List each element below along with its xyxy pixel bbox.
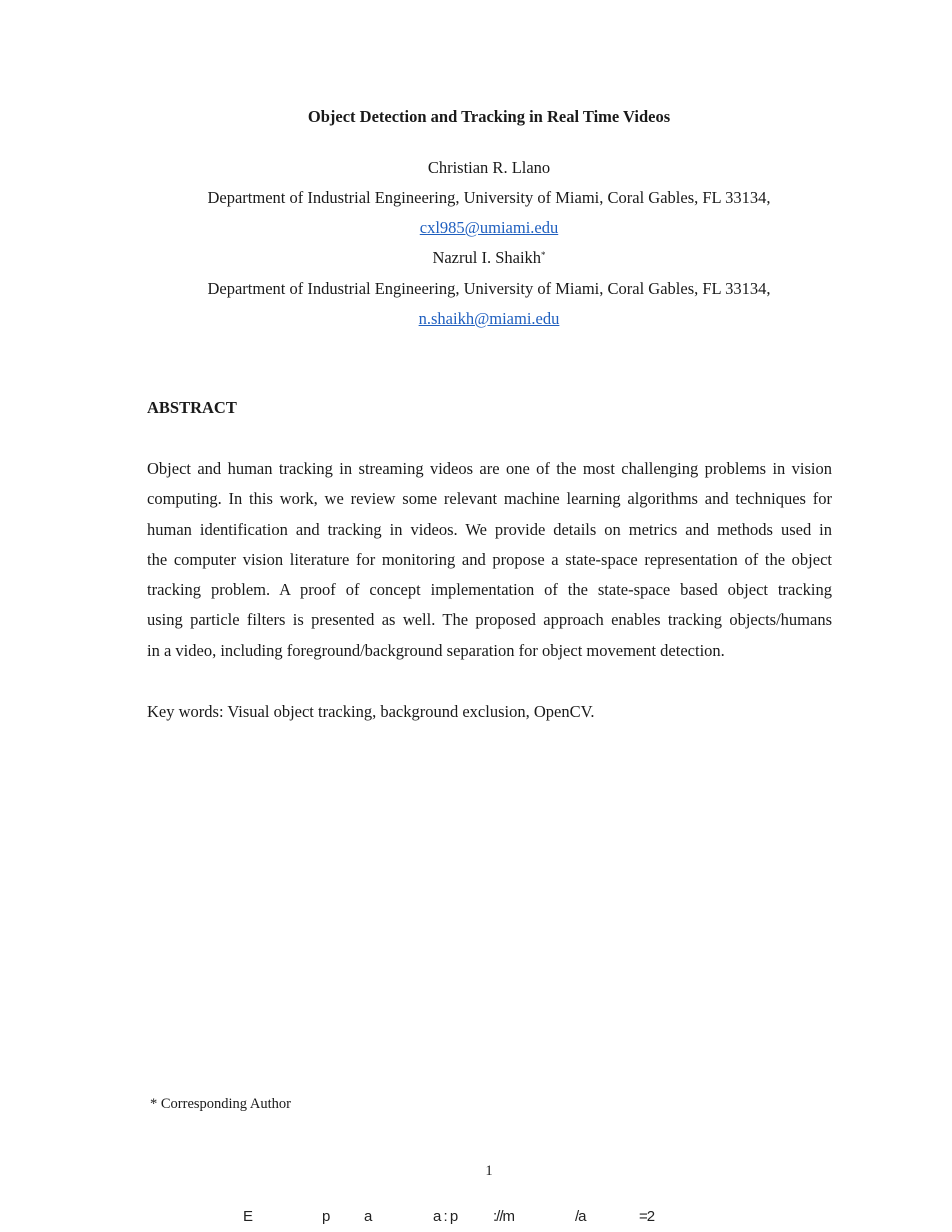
- page-number: 1: [485, 1163, 493, 1179]
- author-1-name: Christian R. Llano: [427, 158, 551, 177]
- abstract-line: Object and human tracking in streaming videos are one of the most challenging problems in vision: [147, 459, 832, 478]
- abstract-heading: ABSTRACT: [147, 398, 237, 417]
- footer-fragment: a : p: [433, 1208, 458, 1225]
- paper-title: Object Detection and Tracking in Real Time Videos: [307, 107, 671, 126]
- abstract-line: using particle filters is presented as well. The proposed approach enables tracking objects/humans: [147, 610, 832, 629]
- abstract-line: computing. In this work, we review some relevant machine learning algorithms and techniques for: [147, 489, 832, 508]
- footer-fragment: ://m: [493, 1208, 514, 1225]
- author-2-affiliation: Department of Industrial Engineering, University of Miami, Coral Gables, FL 33134,: [207, 279, 771, 298]
- corresponding-author-marker: *: [541, 250, 546, 260]
- abstract-line: human identification and tracking in videos. We provide details on metrics and methods used in: [147, 520, 832, 539]
- abstract-line: in a video, including foreground/background separation for object movement detection.: [147, 641, 725, 660]
- footer-fragment: a: [364, 1208, 372, 1225]
- abstract-line: the computer vision literature for monitoring and propose a state-space representation of the object: [147, 550, 832, 569]
- author-2-name: Nazrul I. Shaikh: [432, 248, 542, 267]
- footer-fragment: p: [322, 1208, 330, 1225]
- footnote: * Corresponding Author: [150, 1096, 291, 1112]
- footer-fragment: /a: [575, 1208, 586, 1225]
- abstract-line: tracking problem. A proof of concept implementation of the state-space based object tracking: [147, 580, 832, 599]
- keywords: Key words: Visual object tracking, background exclusion, OpenCV.: [147, 702, 595, 721]
- footer-fragment: =2: [639, 1208, 655, 1225]
- author-1-email-link[interactable]: cxl985@umiami.edu: [419, 218, 559, 237]
- author-1-affiliation: Department of Industrial Engineering, University of Miami, Coral Gables, FL 33134,: [207, 188, 771, 207]
- footer-fragment: E: [243, 1208, 253, 1225]
- author-2-email-link[interactable]: n.shaikh@miami.edu: [418, 309, 560, 328]
